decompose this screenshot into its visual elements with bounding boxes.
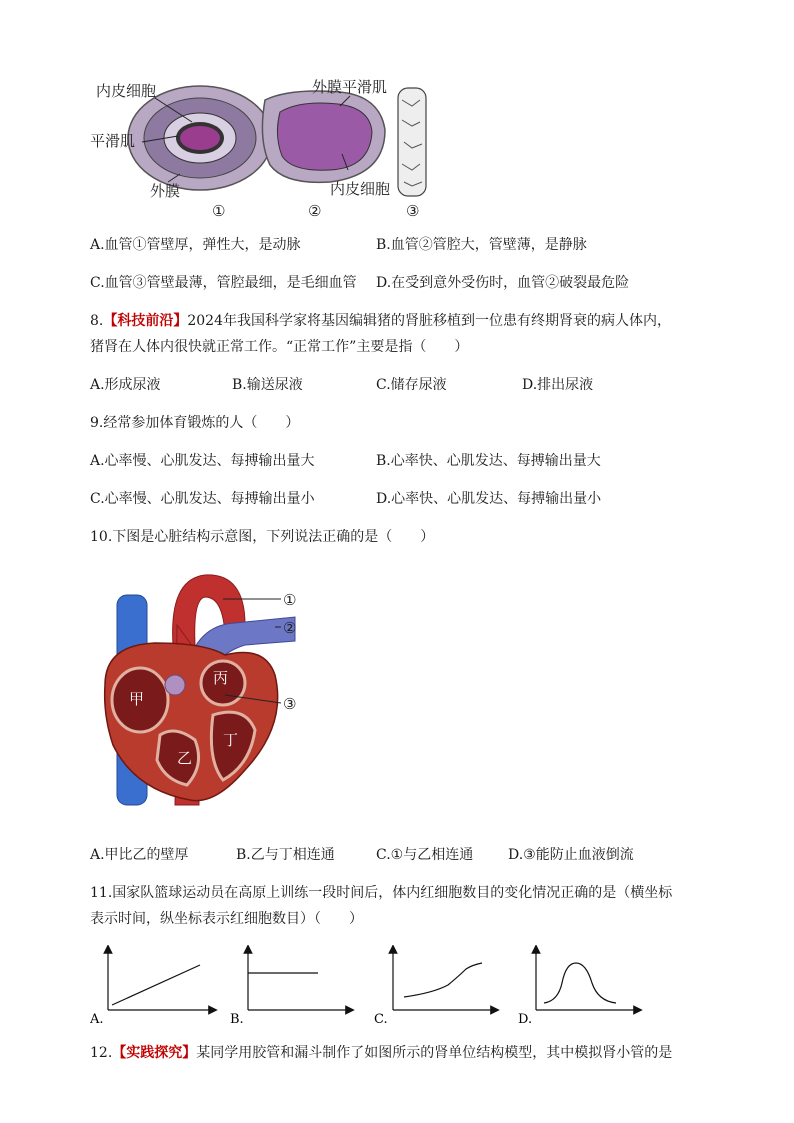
heart-figure — [95, 565, 315, 825]
label-endothelium-right: 内皮细胞 — [330, 180, 391, 198]
q12-number: 12. — [90, 1045, 113, 1061]
q8-option-b: B.输送尿液 — [232, 377, 303, 393]
q9-option-a: A.心率慢、心肌发达、每搏输出量大 — [90, 453, 315, 469]
q9-option-c: C.心率慢、心肌发达、每搏输出量小 — [90, 491, 315, 507]
q8-option-a: A.形成尿液 — [90, 377, 161, 393]
q10-option-a: A.甲比乙的壁厚 — [90, 847, 189, 863]
heart-diagram — [95, 565, 315, 825]
heart-label-1: ① — [283, 591, 297, 609]
heart-label-3: ③ — [283, 695, 297, 713]
q11-graphs — [88, 945, 648, 1030]
heart-label-jia: 甲 — [129, 690, 145, 708]
q8-option-d: D.排出尿液 — [522, 377, 594, 393]
label-endothelium-left: 内皮细胞 — [96, 82, 157, 100]
label-smooth-muscle-left: 平滑肌 — [90, 132, 136, 150]
graph-b-label: B. — [230, 1012, 244, 1027]
q8-option-c: C.储存尿液 — [376, 377, 447, 393]
vessel-figure — [80, 70, 450, 220]
label-vessel-3: ③ — [406, 202, 420, 220]
q8-number: 8. — [90, 313, 104, 329]
q10-stem: 10.下图是心脏结构示意图，下列说法正确的是（ ） — [90, 529, 435, 545]
graph-a — [108, 949, 213, 1010]
heart-label-2: ② — [283, 619, 297, 637]
heart-label-ding: 丁 — [223, 731, 239, 749]
q7-option-b: B.血管②管腔大，管壁薄，是静脉 — [376, 237, 587, 253]
heart-label-bing: 丙 — [213, 669, 229, 687]
graph-c-label: C. — [374, 1012, 388, 1027]
q9-option-b: B.心率快、心肌发达、每搏输出量大 — [376, 453, 601, 469]
label-vessel-1: ① — [212, 202, 226, 220]
q10-option-b: B.乙与丁相连通 — [236, 847, 335, 863]
q12-text: 某同学用胶管和漏斗制作了如图所示的肾单位结构模型，其中模拟肾小管的是 — [196, 1045, 673, 1061]
q9-stem: 9.经常参加体育锻炼的人（ ） — [90, 415, 300, 431]
q7-option-c: C.血管③管壁最薄，管腔最细，是毛细血管 — [90, 275, 357, 291]
vessel-cross-section-diagram — [80, 70, 450, 220]
graph-a-label: A. — [90, 1012, 104, 1027]
graph-d — [536, 949, 638, 1010]
q9-option-d: D.心率快、心肌发达、每搏输出量小 — [376, 491, 602, 507]
q11-line1: 11.国家队篮球运动员在高原上训练一段时间后，体内红细胞数目的变化情况正确的是（横坐标 — [90, 885, 673, 901]
label-adventitia-left: 外膜 — [150, 182, 181, 200]
label-adventitia-smooth-right: 外膜平滑肌 — [312, 78, 388, 96]
label-vessel-2: ② — [308, 202, 322, 220]
q7-option-a: A.血管①管壁厚，弹性大，是动脉 — [90, 237, 301, 253]
q10-option-d: D.③能防止血液倒流 — [508, 847, 634, 863]
q10-option-c: C.①与乙相连通 — [376, 847, 474, 863]
q11-line2: 表示时间，纵坐标表示红细胞数目）（ ） — [90, 911, 363, 927]
heart-label-yi: 乙 — [177, 749, 193, 767]
q12-tag: 【实践探究】 — [112, 1045, 197, 1061]
q8-text: 2024年我国科学家将基因编辑猪的肾脏移植到一位患有终期肾衰的病人体内， — [187, 313, 671, 329]
q8-line2: 猪肾在人体内很快就正常工作。“正常工作”主要是指（ ） — [90, 339, 469, 355]
graph-b — [248, 949, 350, 1010]
graph-d-label: D. — [518, 1012, 533, 1027]
q12-line — [90, 1043, 672, 1063]
q8-line1 — [90, 311, 671, 331]
q7-option-d: D.在受到意外受伤时，血管②破裂最危险 — [376, 275, 630, 291]
graph-c — [393, 949, 495, 1010]
q8-tag: 【科技前沿】 — [103, 313, 188, 329]
q11-graphs-svg — [88, 945, 648, 1030]
